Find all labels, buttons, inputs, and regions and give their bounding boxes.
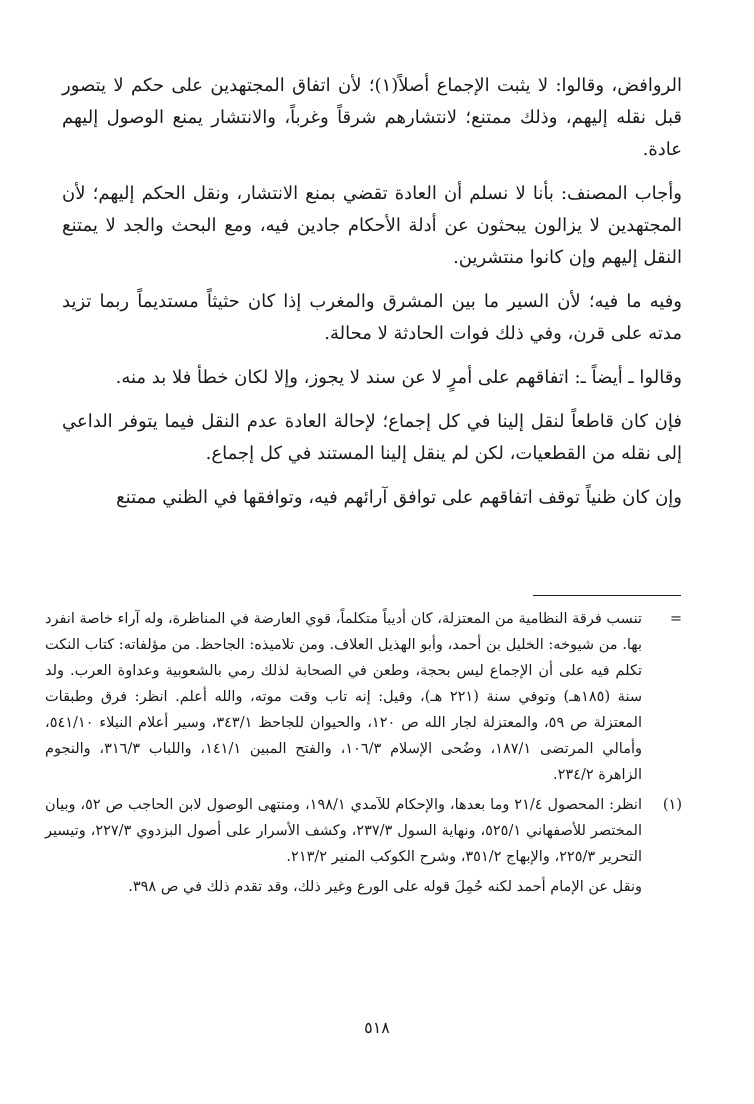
footnote-text: تنسب فرقة النظامية من المعتزلة، كان أديباً متكلماً، قوي العارضة في المناظرة، وله آراء خاصة انفرد بها. من شيوخه: الخليل بن أحمد، وأبو الهذيل العلاف. ومن تلاميذه: الجاحظ. من مؤلفاته: كتاب النكت تكلم فيه على أن الإجماع ليس بحجة، وطعن في الصحابة لذلك رمي بالشعوبية وعداوة العرب. ولد سنة (١٨٥هـ) وتوفي سنة (٢٢١ هـ)، وقيل: إنه تاب وقت موته، والله أعلم. انظر: فرق وطبقات المعتزلة ص ٥٩، والمعتزلة لجار الله ص ١٢٠، والحيوان للجاحظ ٣٤٣/١، وسير أعلام النبلاء ٥٤١/١٠، وأمالي المرتضى ١٨٧/١، وضُحى الإسلام ١٠٦/٣، والفتح المبين ١٤١/١، واللباب ٣١٦/٣، والنجوم الزاهرة ٢٣٤/٢.: [45, 611, 642, 783]
footnote-1-continuation: ونقل عن الإمام أحمد لكنه حُمِلَ قوله على الورع وغير ذلك، وقد تقدم ذلك في ص ٣٩٨.: [128, 879, 642, 895]
footnotes: [45, 606, 682, 900]
footnote-separator: [533, 595, 681, 596]
page-number: ٥١٨: [364, 1018, 390, 1037]
footnote-text: انظر: المحصول ٢١/٤ وما بعدها، والإحكام للآمدي ١٩٨/١، ومنتهى الوصول لابن الحاجب ص ٥٢، وبيان المختصر للأصفهاني ٥٢٥/١، ونهاية السول ٢٣٧/٣، وكشف الأسرار على أصول البزدوي ٢٢٧/٣، وتيسير التحرير ٢٢٥/٣، والإبهاج ٣٥١/٢، وشرح الكوكب المنير ٢١٣/٢.: [45, 797, 642, 865]
paragraph: وفيه ما فيه؛ لأن السير ما بين المشرق والمغرب إذا كان حثيثاً مستديماً ربما تزيد مدته على قرن، وفي ذلك فوات الحادثة لا محالة.: [62, 291, 682, 344]
footnote-marker: (١): [662, 797, 682, 813]
main-text: [62, 70, 682, 526]
footnote-1: [45, 792, 682, 870]
paragraph: وقالوا ـ أيضاً ـ: اتفاقهم على أمرٍ لا عن سند لا يجوز، وإلا لكان خطأ فلا بد منه.: [115, 367, 682, 388]
paragraph: وإن كان ظنياً توقف اتفاقهم على توافق آرائهم فيه، وتوافقها في الظني ممتنع: [116, 487, 682, 508]
paragraph: الروافض، وقالوا: لا يثبت الإجماع أصلاً(١)؛ لأن اتفاق المجتهدين على حكم لا يتصور قبل نقله إليهم، وذلك ممتنع؛ لانتشارهم شرقاً وغرباً، والانتشار يمنع الوصول إليهم عادة.: [62, 75, 682, 160]
footnote-marker: =: [669, 611, 682, 627]
paragraph: وأجاب المصنف: بأنا لا نسلم أن العادة تقضي بمنع الانتشار، ونقل الحكم إليهم؛ لأن المجتهدين لا يزالون يبحثون عن أدلة الأحكام جادين فيه، ومع البحث والجد لا يمتنع النقل إليهم وإن كانوا منتشرين.: [62, 183, 682, 268]
footnote-continued: [45, 606, 682, 788]
paragraph: فإن كان قاطعاً لنقل إلينا في كل إجماع؛ لإحالة العادة عدم النقل فيما يتوفر الداعي إلى نقله من القطعيات، لكن لم ينقل إلينا المستند في كل إجماع.: [62, 411, 682, 464]
